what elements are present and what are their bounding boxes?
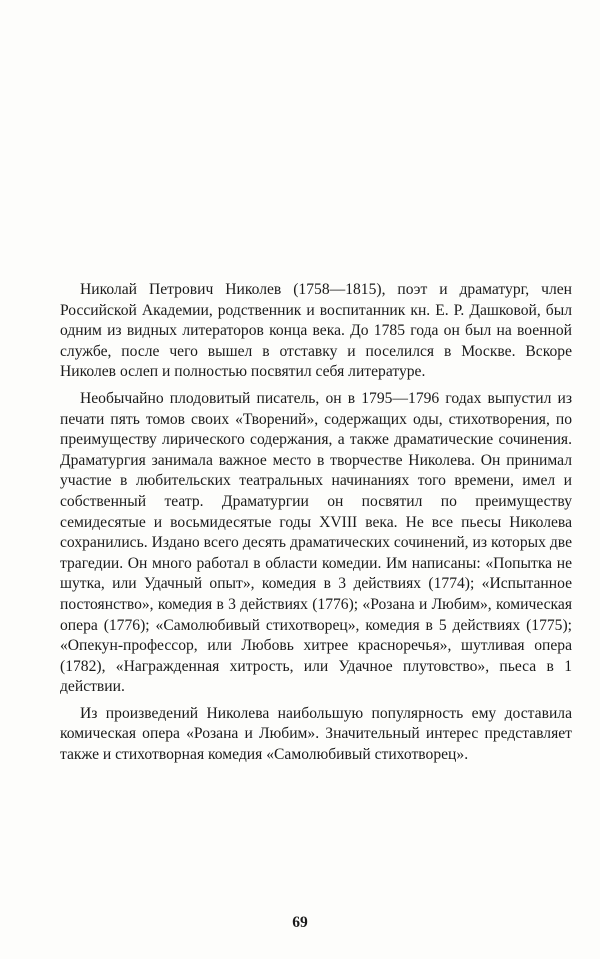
page-number: 69 [292,914,308,931]
paragraph-biography: Николай Петрович Николев (1758—1815), поэт и драматург, член Российской Академии, родственник и воспитанник кн. Е. Р. Дашковой, был одним из видных литераторов конца века. До 1785 года он был на военной службе, после чего вышел в отставку и поселился в Москве. Вскоре Николев ослеп и полностью посвятил себя литературе. [60,281,572,381]
paragraph-popularity: Из произведений Николева наибольшую популярность ему доставила комическая опера «Розана и Любим». Значительный интерес представляет также и стихотворная комедия «Самолюбивый стихотворец». [60,704,572,764]
paragraph-works: Необычайно плодовитый писатель, он в 1795—1796 годах выпустил из печати пять томов своих «Творений», содержащих оды, стихотворения, по преимуществу лирического содержания, а также драматические сочинения. Драматургия занимала важное место в творчестве Николева. Он принимал участие в любительских театральных начинаниях того времени, имел и собственный театр. Драматургии он посвятил по преимуществу семидесятые и восьмидесятые годы XVIII века. Не все пьесы Николева сохранились. Издано всего десять драматических сочинений, из которых две трагедии. Он много работал в области комедии. Им написаны: «Попытка не шутка, или Удачный опыт», комедия в 3 действиях (1774); «Испытанное постоянство», комедия в 3 действиях (1776); «Розана и Любим», комическая опера (1776); «Самолюбивый стихотворец», комедия в 5 действиях (1775); «Опекун-профессор, или Любовь хитрее красноречья», шутливая опера (1782), «Награжденная хитрость, или Удачное плутовство», пьеса в 1 действии. [60,389,572,696]
body-text [60,280,572,772]
